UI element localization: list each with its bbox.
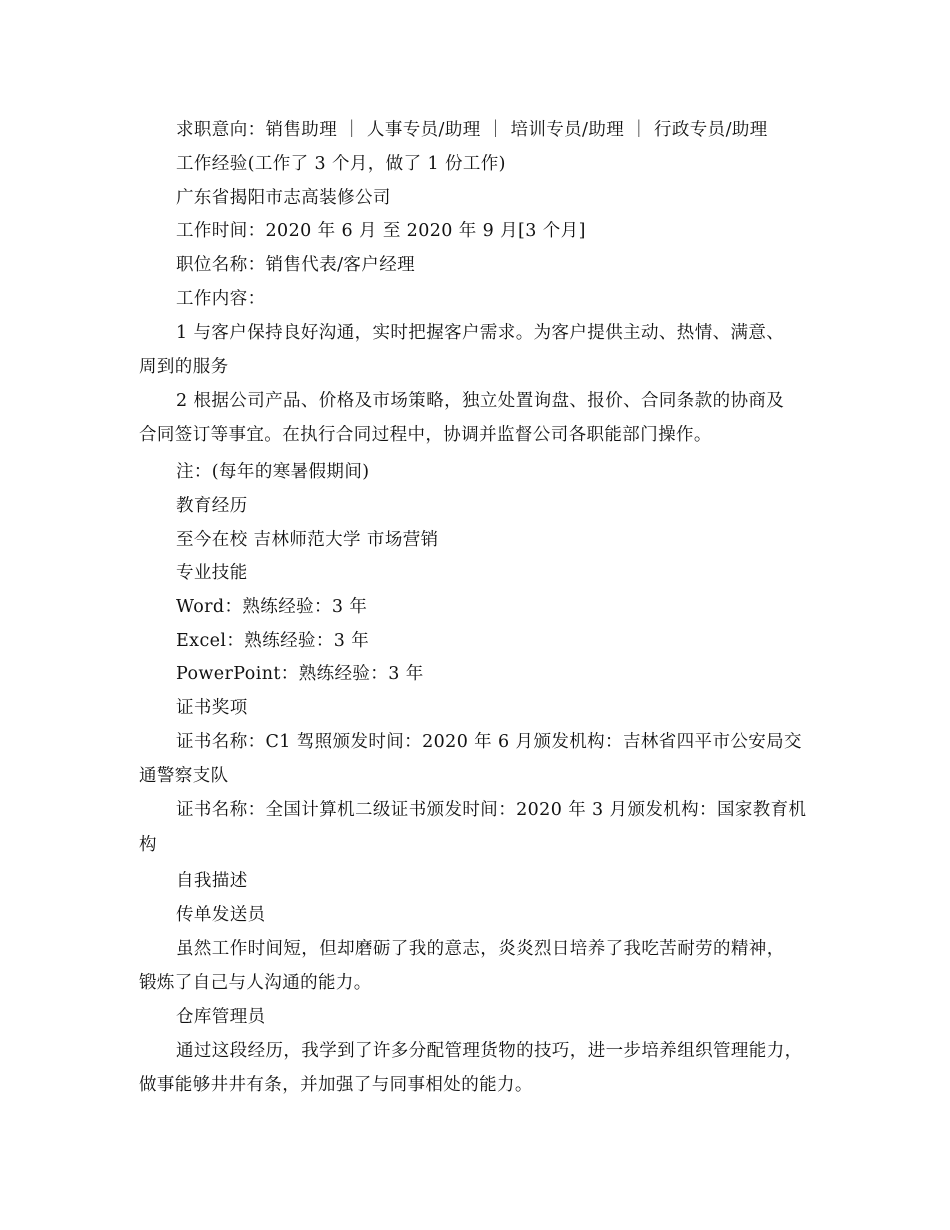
work-content-item-2-line-2: 合同签订等事宜。在执行合同过程中，协调并监督公司各职能部门操作。 xyxy=(139,425,712,445)
work-note: 注：(每年的寒暑假期间) xyxy=(176,462,370,482)
warehouse-manager-text-line-2: 做事能够井井有条，并加强了与同事相处的能力。 xyxy=(139,1075,533,1095)
work-content-item-1-line-1: 1 与客户保持良好沟通，实时把握客户需求。为客户提供主动、热情、满意、 xyxy=(176,323,785,343)
flyer-distributor-heading: 传单发送员 xyxy=(176,905,266,925)
work-content-item-1-line-2: 周到的服务 xyxy=(139,357,229,377)
certificate-1-line-1: 证书名称：C1 驾照颁发时间：2020 年 6 月颁发机构：吉林省四平市公安局交 xyxy=(176,732,802,752)
self-description-heading: 自我描述 xyxy=(176,871,248,891)
education-heading: 教育经历 xyxy=(176,496,248,516)
work-experience-heading: 工作经验(工作了 3 个月，做了 1 份工作) xyxy=(176,154,506,174)
work-period: 工作时间：2020 年 6 月 至 2020 年 9 月[3 个月] xyxy=(176,221,586,241)
skill-excel: Excel：熟练经验：3 年 xyxy=(176,631,370,651)
skills-heading: 专业技能 xyxy=(176,563,248,583)
company-name: 广东省揭阳市志高装修公司 xyxy=(176,188,391,208)
education-entry: 至今在校 吉林师范大学 市场营销 xyxy=(176,530,439,550)
warehouse-manager-text-line-1: 通过这段经历，我学到了许多分配管理货物的技巧，进一步培养组织管理能力， xyxy=(176,1041,803,1061)
job-intention-line: 求职意向：销售助理 ｜ 人事专员/助理 ｜ 培训专员/助理 ｜ 行政专员/助理 xyxy=(176,120,768,140)
flyer-distributor-text-line-1: 虽然工作时间短，但却磨砺了我的意志，炎炎烈日培养了我吃苦耐劳的精神， xyxy=(176,939,785,959)
certificates-heading: 证书奖项 xyxy=(176,698,248,718)
work-content-heading: 工作内容： xyxy=(176,289,266,309)
flyer-distributor-text-line-2: 锻炼了自己与人沟通的能力。 xyxy=(139,973,372,993)
work-content-item-2-line-1: 2 根据公司产品、价格及市场策略，独立处置询盘、报价、合同条款的协商及 xyxy=(176,391,785,411)
warehouse-manager-heading: 仓库管理员 xyxy=(176,1007,266,1027)
skill-word: Word：熟练经验：3 年 xyxy=(176,597,368,617)
certificate-2-line-1: 证书名称：全国计算机二级证书颁发时间：2020 年 3 月颁发机构：国家教育机 xyxy=(176,800,807,820)
skill-powerpoint: PowerPoint：熟练经验：3 年 xyxy=(176,664,424,684)
certificate-1-line-2: 通警察支队 xyxy=(139,766,229,786)
position-title: 职位名称：销售代表/客户经理 xyxy=(176,255,415,275)
certificate-2-line-2: 构 xyxy=(139,835,157,855)
